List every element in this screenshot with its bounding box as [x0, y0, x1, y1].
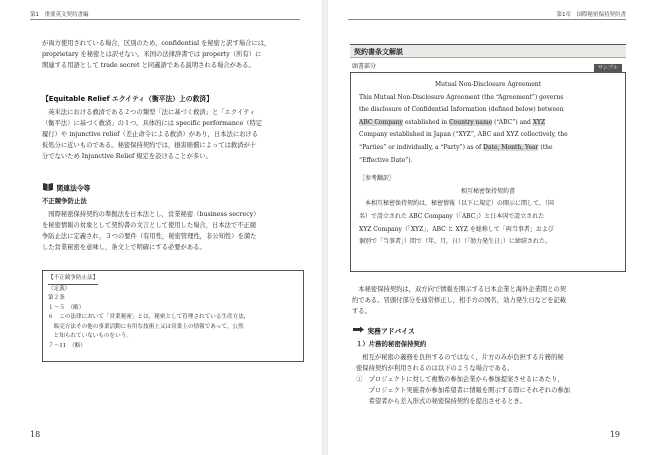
- law-excerpt-box: [42, 270, 304, 362]
- law-line: と知られていないものをいう。: [48, 333, 132, 339]
- text-line: する。: [352, 308, 371, 315]
- text-line: した営業秘密を意味し，条文上で明確にする必要がある。: [42, 244, 206, 251]
- english-title: Mutual Non-Disclosure Agreement: [434, 81, 542, 88]
- english-line: [359, 142, 617, 155]
- text-line: 本秘密保持契約は，双方向で情報を開示する日本企業と海外企業間との契: [358, 286, 567, 293]
- reference-translation-label: ［参考翻訳］: [359, 175, 396, 183]
- text-line: が両方使用されている場合，区別のため，confidential を秘密と訳す場合には，: [42, 40, 271, 47]
- text-line: 争防止法に定義され，３つの要件（有用性，秘密管理性，非公知性）を満た: [42, 233, 257, 240]
- text-line: （衡平法）に基づく救済」の１つ。具体的には specific performance（特定: [42, 120, 263, 127]
- related-laws-label: 関連法令等: [56, 184, 91, 193]
- advice-item-line: ① プロジェクトに対して複数の参加企業から参加提案させるにあたり，: [356, 376, 564, 383]
- japanese-title: 相互秘密保持契約書: [460, 187, 515, 195]
- blank-company-abc: ABC Company: [359, 118, 403, 126]
- text-line: 履行）や injunctive relief（差止命令による救済）があり，日本法における: [42, 131, 259, 138]
- text-line: 約である。冒頭付部分を通常修正し，相手方の国名，効力発生日などを記載: [352, 297, 567, 304]
- explanation-text: [352, 284, 626, 317]
- sample-tag: サンプル: [594, 64, 622, 72]
- book-icon: [42, 182, 54, 195]
- text-line: を秘密情報の対象として契約書の文言として使用した場合，日本法で不正競: [42, 222, 257, 229]
- text-line: 相互が秘密の義務を負担するのではなく，片方のみが負担する片務的秘: [362, 354, 564, 361]
- english-line: “Effective Date”).: [359, 156, 413, 164]
- advice-item-line: プロジェクト実施者が参加希望者に情報を開示する際にそれぞれの参加: [356, 387, 570, 394]
- law-line: 第２条: [48, 295, 65, 301]
- equitable-relief-body: [42, 107, 304, 162]
- text-fragment: established in: [402, 118, 450, 126]
- left-header-rule: [30, 19, 300, 20]
- text-fragment: “Parties” or individually, a “Party”) as of: [359, 143, 484, 151]
- preamble-label: 頭書部分: [352, 63, 377, 70]
- japanese-line: 個別で「当事者」）間で（年，月，日）（「効力発生日」）に締結された。: [359, 238, 552, 246]
- left-intro-text: [42, 38, 304, 71]
- blank-date: Date, Month, Year: [483, 143, 539, 151]
- advice-subheading: １）片務的秘密保持契約: [356, 340, 427, 348]
- english-line: the disclosure of Confidential Information (defined below) between: [359, 106, 564, 114]
- japanese-line: 本相互秘密保持契約は，秘密情報（以下に規定）の開示に関して，（国: [365, 200, 554, 208]
- right-header-rule: [348, 19, 626, 20]
- unfair-competition-heading: 不正競争防止法: [42, 197, 87, 205]
- japanese-line: XYZ Company（「XYZ」，ABC と XYZ を総称して「両当事者」および: [359, 225, 554, 233]
- english-line: This Mutual Non-Disclosure Agreement (the “Agreement”) governs: [359, 93, 564, 101]
- blank-company-xyz: XYZ: [532, 118, 546, 126]
- right-running-header: 第1章 国際秘密保持契約書: [556, 12, 626, 18]
- pointing-hand-icon: [352, 325, 365, 338]
- unfair-competition-body: [42, 209, 304, 253]
- law-line: ６ この法律において「営業秘密」とは，秘密として管理されている生産方法，: [48, 314, 250, 320]
- left-page-number: 18: [30, 430, 41, 439]
- practical-advice-heading: [352, 325, 626, 338]
- law-line: （定義）: [48, 285, 71, 292]
- text-line: 分でないため Injunctive Relief 規定を設けることが多い。: [42, 153, 212, 160]
- advice-body: [356, 352, 626, 407]
- blank-country-name: Country name: [449, 118, 493, 126]
- text-line: 関連する用語として trade secret と同義語である説明される場合がある。: [42, 62, 255, 69]
- text-line: 密保持契約が利用されるのは以下のような場合である。: [356, 365, 514, 372]
- section-title-bar: 契約書条文解説: [350, 44, 626, 58]
- contract-sample-box: [350, 72, 626, 272]
- text-line: 英米法における救済である２つの類型「法に基づく救済」と「エクイティ: [48, 109, 256, 116]
- law-line: １～５ （略）: [48, 304, 85, 311]
- japanese-line: 名）で設立された ABC Company（「ABC」）と日本国で設立された: [359, 212, 545, 220]
- left-page: [0, 0, 322, 455]
- text-fragment: (“ABC”) and: [492, 118, 533, 126]
- left-running-header: 第1 重要英文契約書編: [30, 12, 89, 18]
- right-page: [328, 0, 650, 455]
- text-line: 国際秘密保持契約の準拠法を日本法とし，営業秘密（business secrecy）: [48, 211, 260, 218]
- english-line: Company established in Japan (“XYZ”, ABC and XYZ collectively, the: [359, 131, 568, 139]
- advice-item-line: 希望者から差入形式の秘密保持契約を提出させるとき。: [356, 398, 526, 405]
- right-page-number: 19: [609, 430, 620, 439]
- english-line: [359, 117, 617, 130]
- text-line: proprietary を秘密とは訳せない。米国の法律辞書では property（所有）に: [42, 51, 262, 58]
- practical-advice-label: 実務アドバイス: [367, 327, 415, 336]
- law-line: 販売方法その他の事業活動に有用な技術上又は営業上の情報であって，公然: [48, 323, 244, 330]
- related-laws-heading: [42, 182, 304, 195]
- equitable-relief-heading: 【Equitable Relief エクイティ（衡平法）上の救済】: [42, 95, 213, 103]
- law-box-title: 【不正競争防止法】: [48, 274, 98, 285]
- law-line: ７～11 （略）: [48, 342, 86, 349]
- text-line: 仮処分に近いものである。秘密保持契約では，損害賠償によっては救済が十: [42, 142, 257, 149]
- text-fragment: (the: [538, 143, 553, 151]
